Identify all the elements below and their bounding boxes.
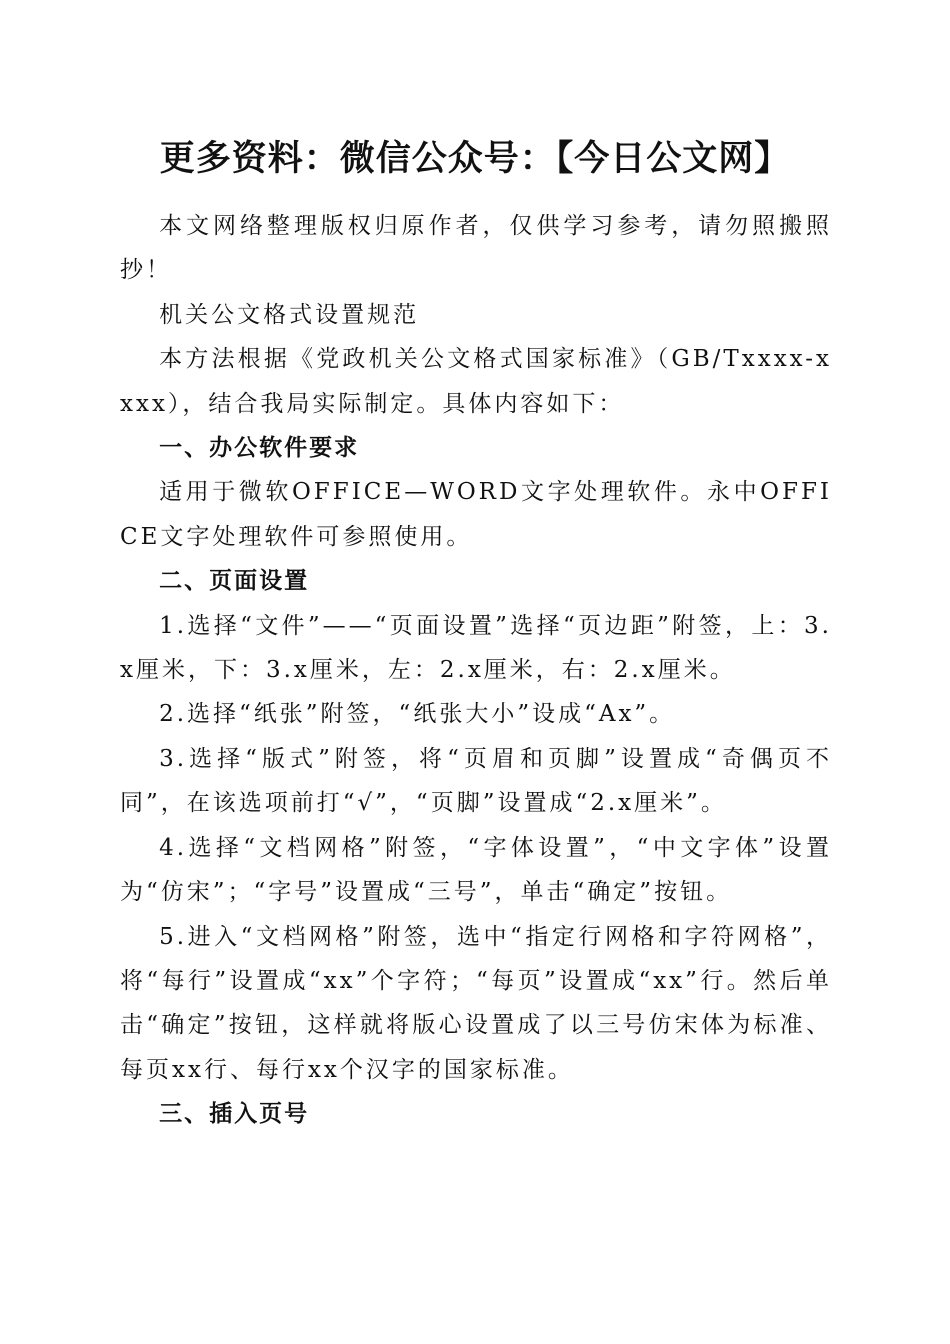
heading-insert-page-number: 三、插入页号 bbox=[159, 1101, 310, 1128]
paragraph-step-3: 3.选择“版式”附签，将“页眉和页脚”设置成“奇偶页不同”，在该选项前打“√”，“页脚”设置成“2.x厘米”。 bbox=[120, 745, 832, 817]
heading-page-setup: 二、页面设置 bbox=[159, 568, 310, 595]
paragraph-step-5: 5.进入“文档网格”附签，选中“指定行网格和字符网格”，将“每行”设置成“xx”个字符；“每页”设置成“xx”行。然后单击“确定”按钮，这样就将版心设置成了以三号仿宋体为标准、每页xx行、每行xx个汉字的国家标准。 bbox=[120, 923, 832, 1083]
paragraph-software: 适用于微软OFFICE—WORD文字处理软件。永中OFFICE文字处理软件可参照使用。 bbox=[120, 479, 832, 550]
document-title: 更多资料：微信公众号：【今日公文网】 bbox=[159, 138, 791, 179]
paragraph-copyright-notice: 本文网络整理版权归原作者，仅供学习参考，请勿照搬照抄！ bbox=[120, 213, 832, 284]
heading-office-software: 一、办公软件要求 bbox=[159, 435, 360, 462]
paragraph-step-2: 2.选择“纸张”附签，“纸张大小”设成“Ax”。 bbox=[159, 701, 676, 728]
paragraph-subtitle: 机关公文格式设置规范 bbox=[159, 301, 420, 328]
paragraph-intro: 本方法根据《党政机关公文格式国家标准》（GB/Txxxx-xxxx），结合我局实际制定。具体内容如下： bbox=[120, 346, 832, 417]
paragraph-step-1: 1.选择“文件”——“页面设置”选择“页边距”附签，上：3.x厘米，下：3.x厘米，左：2.x厘米，右：2.x厘米。 bbox=[120, 612, 832, 684]
document-body bbox=[120, 204, 832, 1137]
paragraph-step-4: 4.选择“文档网格”附签，“字体设置”，“中文字体”设置为“仿宋”；“字号”设置成“三号”，单击“确定”按钮。 bbox=[120, 834, 832, 906]
